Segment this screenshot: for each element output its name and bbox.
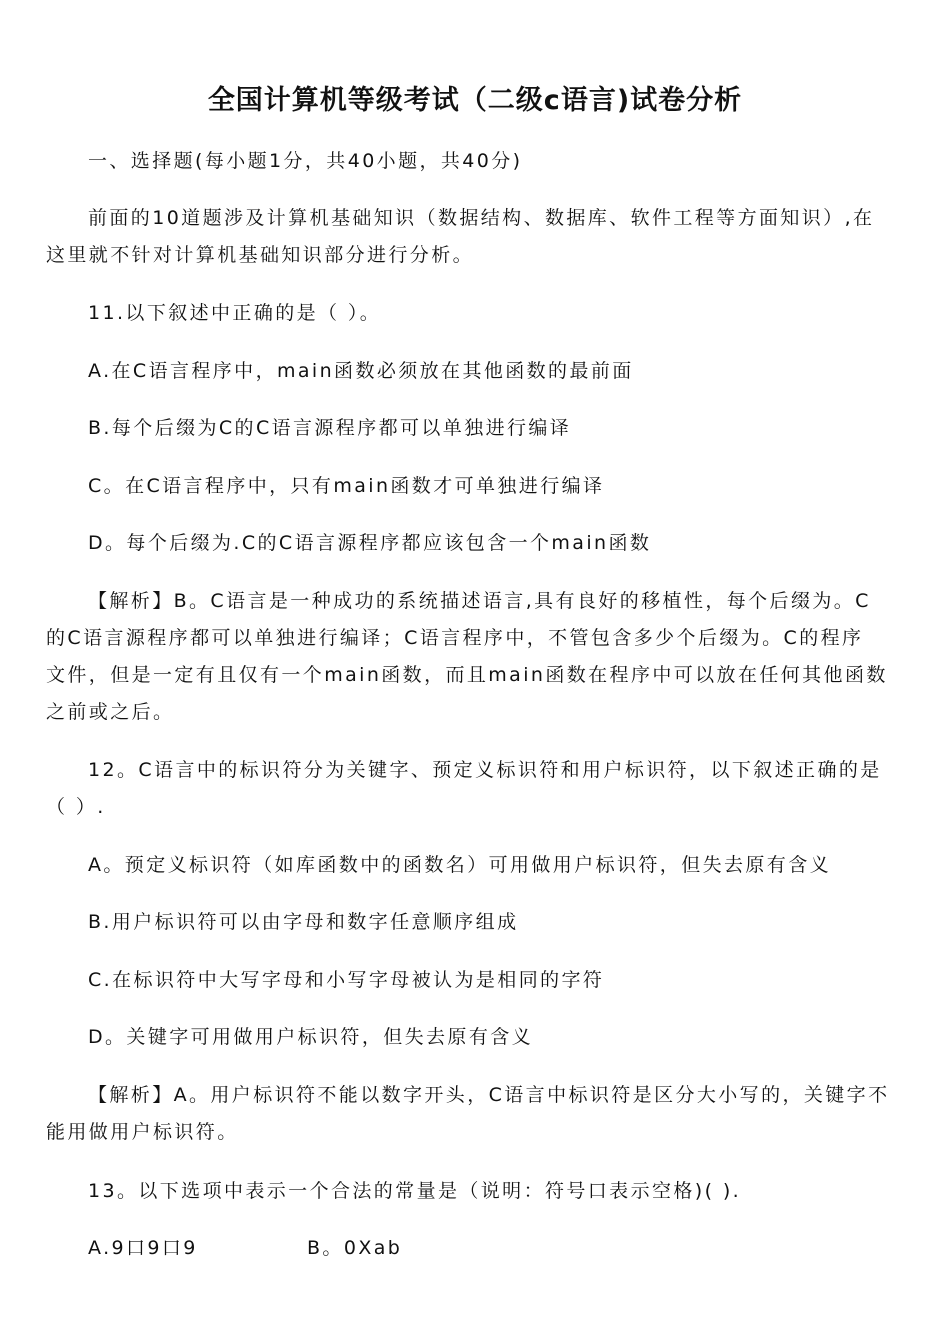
intro-line-1: 前面的10道题涉及计算机基础知识（数据结构、数据库、软件工程等方面知识）,在 [88,207,875,229]
q12-option-a: A。预定义标识符（如库函数中的函数名）可用做用户标识符，但失去原有含义 [88,854,831,876]
q11-analysis-line-2: 的C语言源程序都可以单独进行编译；C语言程序中，不管包含多少个后缀为。C的程序 [46,627,864,649]
q13-option-a: A.9口9口9 [88,1237,198,1259]
q11-analysis-line-4: 之前或之后。 [46,701,175,723]
q11-option-c: C。在C语言程序中，只有main函数才可单独进行编译 [88,475,605,497]
q11-option-b: B.每个后缀为C的C语言源程序都可以单独进行编译 [88,417,572,439]
q12-option-d: D。关键字可用做用户标识符，但失去原有含义 [88,1026,534,1048]
q12-stem-line-1: 12。C语言中的标识符分为关键字、预定义标识符和用户标识符，以下叙述正确的是 [88,759,882,781]
q12-option-b: B.用户标识符可以由字母和数字任意顺序组成 [88,911,519,933]
q12-option-c: C.在标识符中大写字母和小写字母被认为是相同的字符 [88,969,605,991]
q11-stem: 11.以下叙述中正确的是（ ）。 [88,302,382,324]
q13-option-b: B。0Xab [307,1237,403,1259]
q11-option-a: A.在C语言程序中，main函数必须放在其他函数的最前面 [88,360,634,382]
intro-line-2: 这里就不针对计算机基础知识部分进行分析。 [46,244,475,266]
q11-analysis-line-1: 【解析】B。C语言是一种成功的系统描述语言,具有良好的移植性，每个后缀为。C [88,590,871,612]
q13-stem: 13。以下选项中表示一个合法的常量是（说明：符号口表示空格)( ). [88,1180,742,1202]
section-heading: 一、选择题(每小题1分，共40小题，共40分) [88,150,523,172]
page-title: 全国计算机等级考试（二级c语言)试卷分析 [207,85,743,116]
q11-analysis-line-3: 文件，但是一定有且仅有一个main函数，而且main函数在程序中可以放在任何其他函数 [46,664,888,686]
q12-analysis-line-2: 能用做用户标识符。 [46,1121,239,1143]
q12-analysis-line-1: 【解析】A。用户标识符不能以数字开头，C语言中标识符是区分大小写的，关键字不 [88,1084,890,1106]
q11-option-d: D。每个后缀为.C的C语言源程序都应该包含一个main函数 [88,532,652,554]
q12-stem-line-2: （ ）. [46,796,106,818]
